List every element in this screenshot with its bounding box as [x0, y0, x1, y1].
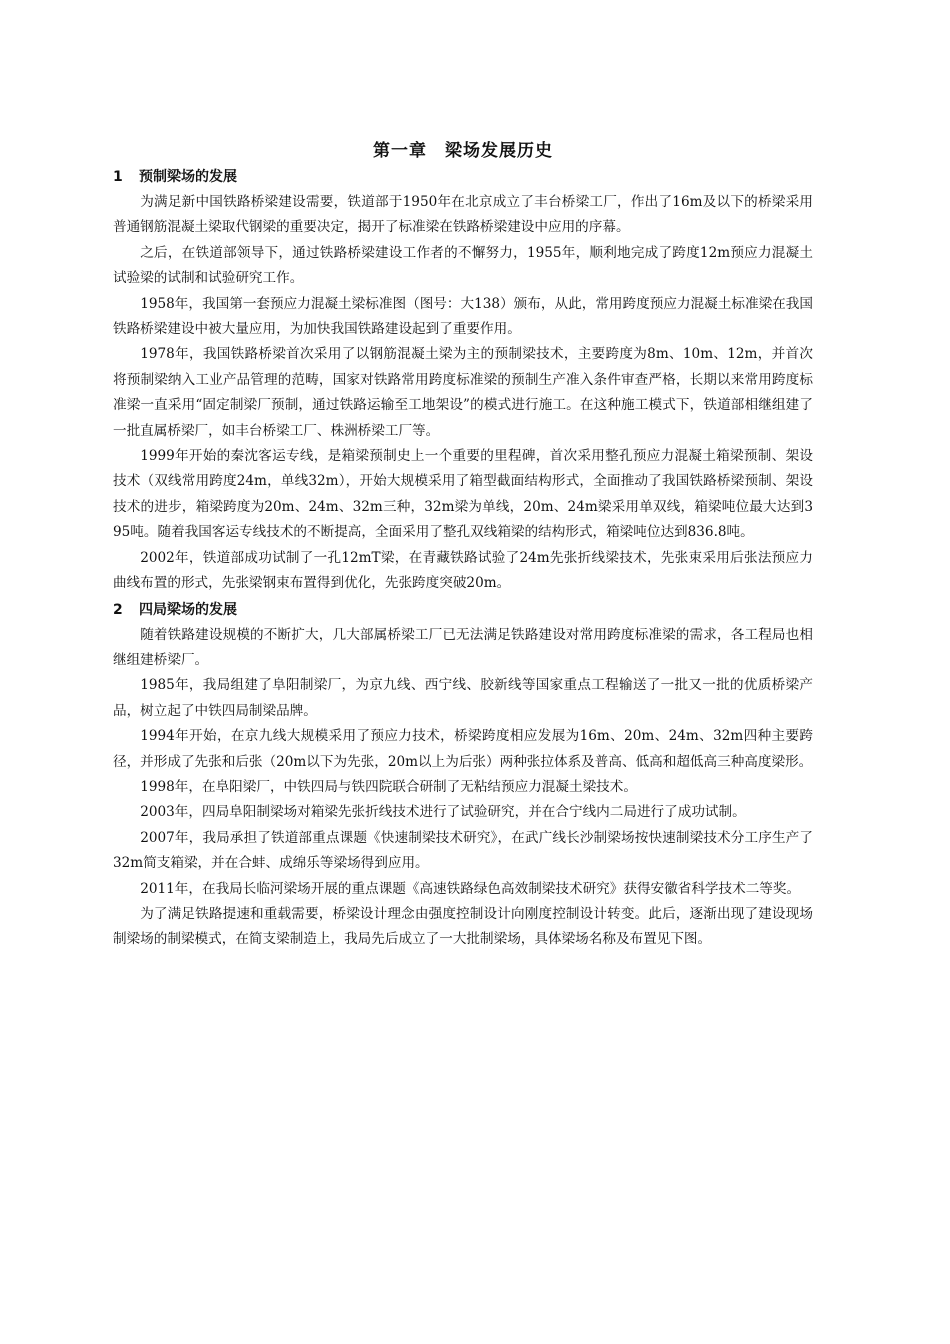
section-title: 四局梁场的发展 [139, 601, 237, 618]
paragraph: 1985年，我局组建了阜阳制梁厂，为京九线、西宁线、胶新线等国家重点工程输送了一批又一批的优质桥梁产品，树立起了中铁四局制梁品牌。 [113, 677, 813, 719]
chapter-title: 第一章 梁场发展历史 [373, 141, 553, 161]
section-fourth-bureau-yard [113, 597, 813, 953]
paragraph: 2002年，铁道部成功试制了一孔12mT梁，在青藏铁路试验了24m先张折线梁技术，先张束采用后张法预应力曲线布置的形式，先张梁钢束布置得到优化，先张跨度突破20m。 [113, 549, 813, 592]
section-number: 1 [113, 169, 123, 185]
paragraph: 随着铁路建设规模的不断扩大，几大部属桥梁工厂已无法满足铁路建设对常用跨度标准梁的需求，各工程局也相继组建桥梁厂。 [113, 626, 813, 668]
paragraph: 2011年，在我局长临河梁场开展的重点课题《高速铁路绿色高效制梁技术研究》获得安徽省科学技术二等奖。 [140, 880, 801, 897]
paragraph: 1998年，在阜阳梁厂，中铁四局与铁四院联合研制了无粘结预应力混凝土梁技术。 [140, 778, 637, 795]
section-heading [113, 164, 813, 190]
paragraph: 1958年，我国第一套预应力混凝土梁标准图（图号：大138）颁布，从此，常用跨度预应力混凝土标准梁在我国铁路桥梁建设中被大量应用，为加快我国铁路建设起到了重要作用。 [113, 295, 813, 338]
paragraph: 1994年开始，在京九线大规模采用了预应力技术，桥梁跨度相应发展为16m、20m、24m、32m四种主要跨径，并形成了先张和后张（20m以下为先张，20m以上为后张）两种张拉体系及普高、低高和超低高三种高度梁形。 [113, 728, 813, 770]
section-precast-yard [113, 164, 813, 597]
paragraph: 1999年开始的秦沈客运专线，是箱梁预制史上一个重要的里程碑，首次采用整孔预应力混凝土箱梁预制、架设技术（双线常用跨度24m，单线32m），开始大规模采用了箱型截面结构形式，全面推动了我国铁路桥梁预制、架设技术的进步，箱梁跨度为20m、24m、32m三种，32m梁为单线，20m、24m梁采用单双线，箱梁吨位最大达到395吨。随着我国客运专线技术的不断提高，全面采用了整孔双线箱梁的结构形式，箱梁吨位达到836.8吨。 [113, 448, 813, 541]
section-title: 预制梁场的发展 [139, 169, 237, 185]
paragraph: 2007年，我局承担了铁道部重点课题《快速制梁技术研究》，在武广线长沙制梁场按快速制梁技术分工序生产了32m简支箱梁，并在合蚌、成绵乐等梁场得到应用。 [113, 829, 813, 872]
paragraph: 2003年，四局阜阳制梁场对箱梁先张折线技术进行了试验研究，并在合宁线内二局进行了成功试制。 [140, 804, 746, 821]
paragraph: 1978年，我国铁路桥梁首次采用了以钢筋混凝土梁为主的预制梁技术，主要跨度为8m、10m、12m，并首次将预制梁纳入工业产品管理的范畴，国家对铁路常用跨度标准梁的预制生产准入条件审查严格，长期以来常用跨度标准梁一直采用“固定制梁厂预制，通过铁路运输至工地架设”的模式进行施工。在这种施工模式下，铁道部相继组建了一批直属桥梁厂，如丰台桥梁工厂、株洲桥梁工厂等。 [113, 346, 813, 439]
paragraph: 为了满足铁路提速和重载需要，桥梁设计理念由强度控制设计向刚度控制设计转变。此后，逐渐出现了建设现场制梁场的制梁模式，在简支梁制造上，我局先后成立了一大批制梁场，具体梁场名称及布置见下图。 [113, 905, 813, 948]
paragraph: 为满足新中国铁路桥梁建设需要，铁道部于1950年在北京成立了丰台桥梁工厂，作出了16m及以下的桥梁采用普通钢筋混凝土梁取代钢梁的重要决定，揭开了标准梁在铁路桥梁建设中应用的序幕。 [113, 194, 813, 236]
section-heading [113, 597, 813, 623]
paragraph: 之后，在铁道部领导下，通过铁路桥梁建设工作者的不懈努力，1955年，顺利地完成了跨度12m预应力混凝土试验梁的试制和试验研究工作。 [113, 244, 813, 287]
section-number: 2 [113, 601, 123, 618]
document-page [113, 138, 813, 953]
